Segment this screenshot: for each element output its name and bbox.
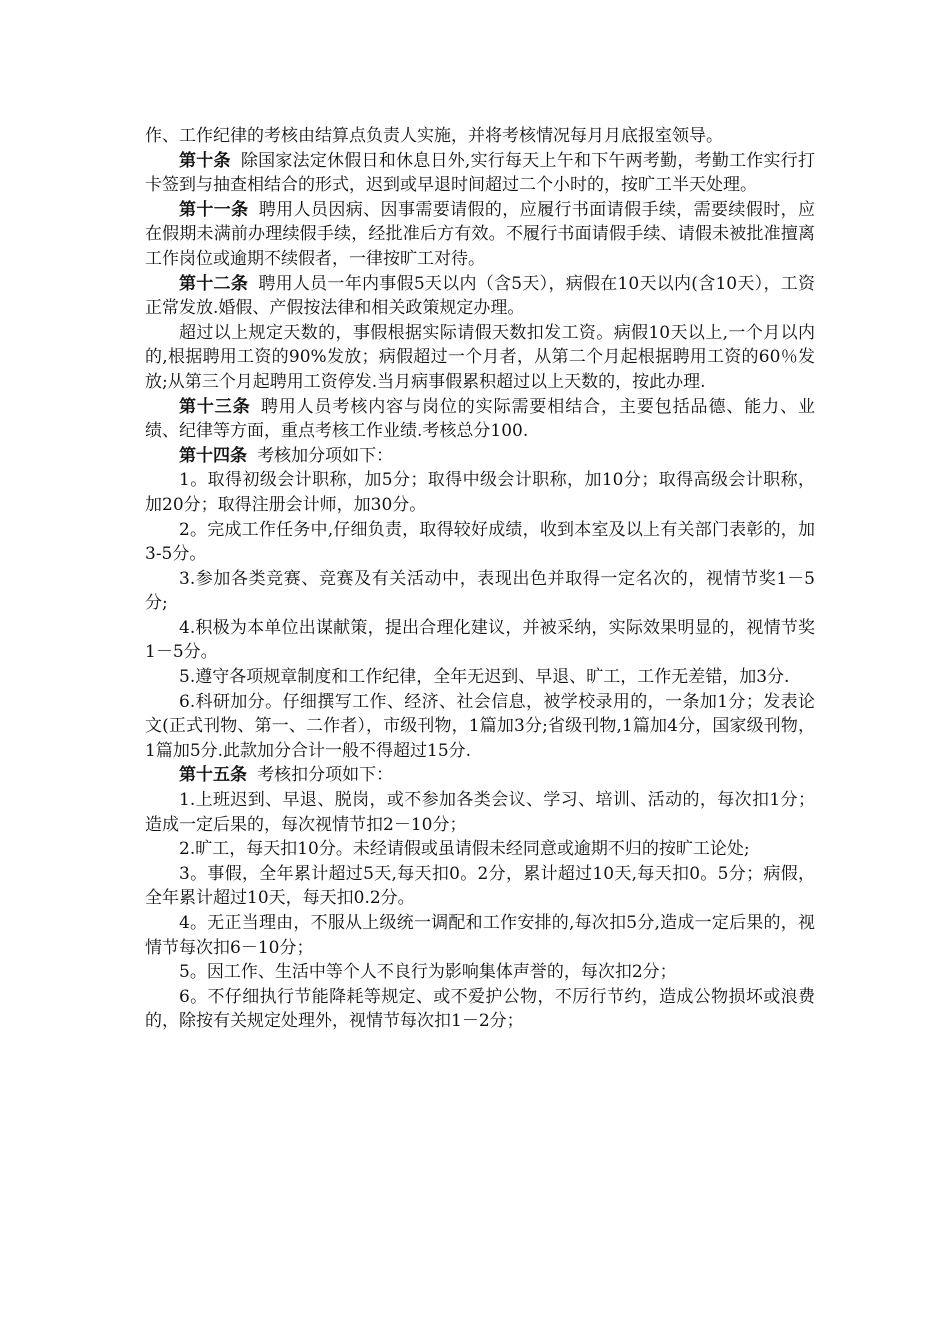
paragraph-text: 超过以上规定天数的，事假根据实际请假天数扣发工资。病假10天以上,一个月以内的,根据聘用工资的90%发放；病假超过一个月者，从第二个月起根据聘用工资的60％发放;从第三个月起聘用工资停发.当月病事假累积超过以上天数的，按此办理. (145, 322, 815, 392)
paragraph-text: 考核加分项如下： (257, 445, 394, 466)
paragraph-text: 3.参加各类竞赛、竞赛及有关活动中，表现出色并取得一定名次的，视情节奖1－5分; (145, 568, 815, 614)
paragraph-14 (145, 763, 815, 788)
article-heading: 第十一条 (179, 199, 249, 220)
paragraph-11 (145, 616, 815, 665)
paragraph-text: 作、工作纪律的考核由结算点负责人实施，并将考核情况每月月底报室领导。 (145, 126, 723, 146)
paragraph-4 (145, 272, 815, 321)
paragraph-8 (145, 468, 815, 517)
paragraph-text: 除国家法定休假日和休息日外,实行每天上午和下午两考勤，考勤工作实行打卡签到与抽查相结合的形式，迟到或早退时间超过二个小时的，按旷工半天处理。 (145, 150, 815, 196)
paragraph-text: 4。无正当理由，不服从上级统一调配和工作安排的,每次扣5分,造成一定后果的，视情节每次扣6－10分； (145, 913, 815, 958)
paragraph-16 (145, 837, 815, 862)
article-heading: 第十三条 (179, 396, 251, 417)
paragraph-15 (145, 788, 815, 837)
paragraph-10 (145, 567, 815, 616)
paragraph-2 (145, 149, 815, 198)
paragraph-text: 5。因工作、生活中等个人不良行为影响集体声誉的，每次扣2分； (179, 962, 677, 983)
article-heading: 第十五条 (179, 765, 247, 786)
paragraph-text: 2.旷工，每天扣10分。未经请假或虽请假未经同意或逾期不归的按旷工论处; (179, 839, 750, 860)
paragraph-text: 1.上班迟到、早退、脱岗，或不参加各类会议、学习、培训、活动的，每次扣1分；造成一定后果的，每次视情节扣2－10分； (145, 790, 815, 835)
paragraph-text: 1。取得初级会计职称，加5分；取得中级会计职称，加10分；取得高级会计职称，加20分；取得注册会计师，加30分。 (145, 470, 815, 515)
paragraph-text: 3。事假，全年累计超过5天,每天扣0。2分，累计超过10天,每天扣0。5分；病假，全年累计超过10天，每天扣0.2分。 (145, 863, 815, 909)
paragraph-9 (145, 518, 815, 567)
paragraph-12 (145, 665, 815, 690)
paragraph-text: 5.遵守各项规章制度和工作纪律，全年无迟到、早退、旷工，工作无差错，加3分. (179, 667, 790, 688)
paragraph-20 (145, 985, 815, 1034)
paragraph-13 (145, 690, 815, 764)
paragraph-text: 聘用人员因病、因事需要请假的，应履行书面请假手续，需要续假时，应在假期未满前办理续假手续，经批准后方有效。不履行书面请假手续、请假未被批准擅离工作岗位或逾期不续假者，一律按旷工对待。 (145, 199, 816, 269)
paragraph-text: 6.科研加分。仔细撰写工作、经济、社会信息，被学校录用的，一条加1分；发表论文(正式刊物、第一、二作者），市级刊物，1篇加3分;省级刊物,1篇加4分，国家级刊物，1篇加5分.此款加分合计一般不得超过15分. (145, 691, 815, 761)
paragraph-6 (145, 395, 815, 444)
paragraph-text: 考核扣分项如下： (257, 765, 394, 786)
paragraph-1 (145, 124, 815, 149)
article-heading: 第十四条 (179, 445, 247, 466)
paragraph-text: 6。不仔细执行节能降耗等规定、或不爱护公物，不厉行节约，造成公物损坏或浪费的，除按有关规定处理外，视情节每次扣1－2分； (145, 986, 815, 1032)
paragraph-text: 聘用人员一年内事假5天以内（含5天），病假在10天以内(含10天），工资正常发放.婚假、产假按法律和相关政策规定办理。 (145, 273, 816, 319)
article-heading: 第十条 (179, 150, 231, 171)
paragraph-text: 4.积极为本单位出谋献策，提出合理化建议，并被采纳，实际效果明显的，视情节奖1－5分。 (145, 617, 815, 663)
paragraph-17 (145, 862, 815, 911)
document-page (145, 124, 815, 1034)
paragraph-18 (145, 911, 815, 960)
paragraph-5 (145, 321, 815, 395)
paragraph-7 (145, 444, 815, 469)
paragraph-19 (145, 960, 815, 985)
paragraph-3 (145, 198, 815, 272)
paragraph-text: 2。完成工作任务中,仔细负责，取得较好成绩，收到本室及以上有关部门表彰的，加3-5分。 (145, 519, 815, 565)
article-heading: 第十二条 (179, 273, 249, 294)
paragraph-text: 聘用人员考核内容与岗位的实际需要相结合，主要包括品德、能力、业绩、纪律等方面，重点考核工作业绩.考核总分100. (145, 396, 815, 442)
